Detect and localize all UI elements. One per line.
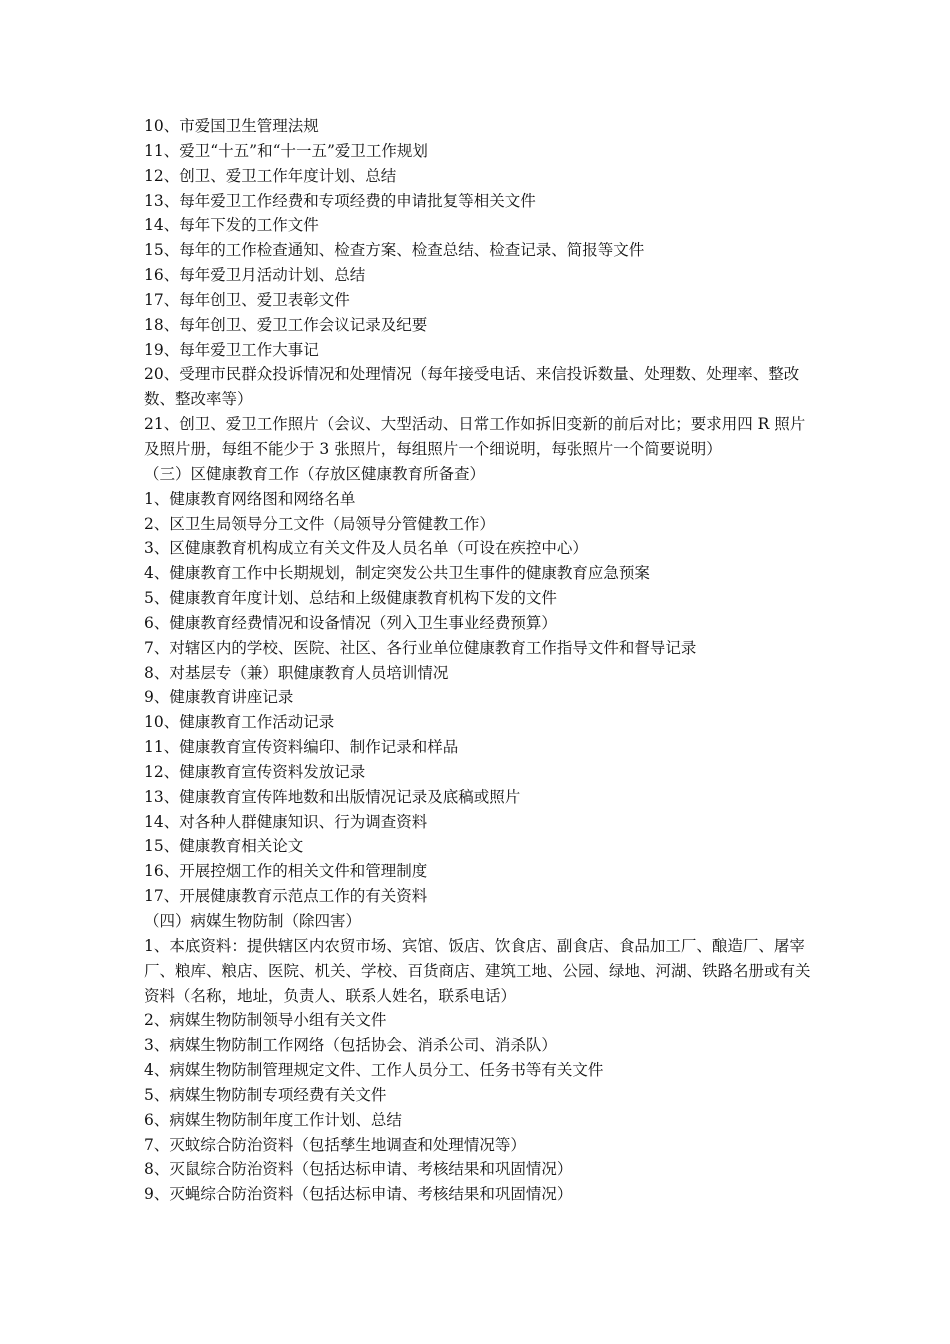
list-item: 7、灭蚊综合防治资料（包括孳生地调查和处理情况等） xyxy=(144,1135,526,1154)
section-heading-vector-control: （四）病媒生物防制（除四害） xyxy=(144,912,362,930)
list-item: 2、区卫生局领导分工文件（局领导分管健教工作） xyxy=(144,514,495,533)
list-item: 20、受理市民群众投诉情况和处理情况（每年接受电话、来信投诉数量、处理数、处理率、整改数、整改率等） xyxy=(144,365,800,409)
list-part-b xyxy=(144,487,812,909)
list-item: 16、每年爱卫月活动计划、总结 xyxy=(144,266,366,285)
list-item: 3、病媒生物防制工作网络（包括协会、消杀公司、消杀队） xyxy=(144,1036,557,1055)
list-item: 13、健康教育宣传阵地数和出版情况记录及底稿或照片 xyxy=(144,787,521,806)
list-item: 8、对基层专（兼）职健康教育人员培训情况 xyxy=(144,663,449,682)
list-item: 13、每年爱卫工作经费和专项经费的申请批复等相关文件 xyxy=(144,191,536,210)
list-item: 17、每年创卫、爱卫表彰文件 xyxy=(144,290,350,309)
list-item: 6、健康教育经费情况和设备情况（列入卫生事业经费预算） xyxy=(144,613,557,632)
list-item: 4、病媒生物防制管理规定文件、工作人员分工、任务书等有关文件 xyxy=(144,1061,604,1080)
list-item: 16、开展控烟工作的相关文件和管理制度 xyxy=(144,862,428,881)
list-item: 5、病媒生物防制专项经费有关文件 xyxy=(144,1085,387,1104)
list-item: 5、健康教育年度计划、总结和上级健康教育机构下发的文件 xyxy=(144,589,557,608)
list-part-c xyxy=(144,934,812,1207)
list-item: 1、本底资料：提供辖区内农贸市场、宾馆、饭店、饮食店、副食店、食品加工厂、酿造厂、屠宰厂、粮库、粮店、医院、机关、学校、百货商店、建筑工地、公园、绿地、河湖、铁路名册或有关资料（名称，地址，负责人、联系人姓名，联系电话） xyxy=(144,936,811,1005)
list-item: 6、病媒生物防制年度工作计划、总结 xyxy=(144,1110,402,1129)
list-item: 19、每年爱卫工作大事记 xyxy=(144,340,319,359)
list-item: 14、每年下发的工作文件 xyxy=(144,216,319,235)
list-item: 9、灭蝇综合防治资料（包括达标申请、考核结果和巩固情况） xyxy=(144,1185,573,1204)
list-item: 9、健康教育讲座记录 xyxy=(144,688,294,707)
list-item: 2、病媒生物防制领导小组有关文件 xyxy=(144,1011,387,1030)
list-item: 17、开展健康教育示范点工作的有关资料 xyxy=(144,887,428,906)
list-part-a xyxy=(144,114,812,462)
list-item: 10、市爱国卫生管理法规 xyxy=(144,117,319,135)
list-item: 12、创卫、爱卫工作年度计划、总结 xyxy=(144,166,397,185)
list-item: 1、健康教育网络图和网络名单 xyxy=(144,489,356,508)
list-item: 12、健康教育宣传资料发放记录 xyxy=(144,762,366,781)
document-body xyxy=(144,114,812,1207)
list-item: 3、区健康教育机构成立有关文件及人员名单（可设在疾控中心） xyxy=(144,539,588,558)
list-item: 21、创卫、爱卫工作照片（会议、大型活动、日常工作如拆旧变新的前后对比；要求用四 R 照片及照片册，每组不能少于 3 张照片，每组照片一个细说明，每张照片一个简要说明） xyxy=(144,415,806,458)
list-item: 15、每年的工作检查通知、检查方案、检查总结、检查记录、简报等文件 xyxy=(144,241,645,260)
list-item: 4、健康教育工作中长期规划，制定突发公共卫生事件的健康教育应急预案 xyxy=(144,564,650,583)
list-item: 14、对各种人群健康知识、行为调查资料 xyxy=(144,812,428,831)
section-heading-health-education: （三）区健康教育工作（存放区健康教育所备查） xyxy=(144,464,486,483)
list-item: 11、健康教育宣传资料编印、制作记录和样品 xyxy=(144,738,459,757)
list-item: 8、灭鼠综合防治资料（包括达标申请、考核结果和巩固情况） xyxy=(144,1160,573,1179)
list-item: 11、爱卫“十五”和“十一五”爱卫工作规划 xyxy=(144,141,428,160)
list-item: 15、健康教育相关论文 xyxy=(144,837,304,856)
list-item: 10、健康教育工作活动记录 xyxy=(144,713,335,732)
list-item: 7、对辖区内的学校、医院、社区、各行业单位健康教育工作指导文件和督导记录 xyxy=(144,638,697,657)
list-item: 18、每年创卫、爱卫工作会议记录及纪要 xyxy=(144,315,428,334)
